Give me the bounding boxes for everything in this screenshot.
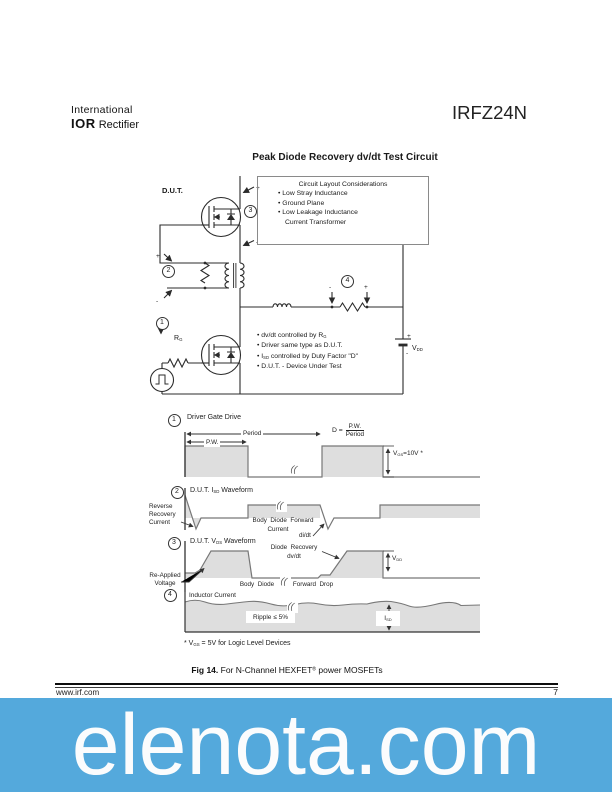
svg-text:((: (( [290,463,298,475]
probe2-minus-sign: - [156,298,159,305]
wave-marker-1: 1 [168,414,181,427]
note-item: • $I_{SD}$ controlled by Duty Factor "D" [257,352,437,362]
dut-mosfet [201,196,241,238]
rg-label: $R_G$ [174,335,183,343]
probe3-minus-arrow [244,241,255,246]
layout-considerations-box [257,176,429,245]
consideration-item-cont: Current Transformer [285,218,347,226]
pw-label: P.W. [206,438,219,446]
note-item: • Driver same type as D.U.T. [257,341,437,351]
marker-2: 2 [162,265,175,278]
elenota-watermark-banner [0,698,612,792]
wave-marker-4: 4 [164,589,177,602]
svg-text:((: (( [280,575,288,587]
probe4-plus-sign: + [364,284,368,291]
consideration-item: • Low Stray Inductance [278,189,428,198]
note-item: • D.U.T. - Device Under Test [257,362,437,372]
wave-marker-2: 2 [171,486,184,499]
footnote: * $V_{GS} = 5V$ for Logic Level Devices [184,640,291,648]
logo-international: International [71,104,133,116]
axis-breaks [276,460,301,613]
wave4-label: Inductor Current [189,592,236,599]
dut-label: D.U.T. [162,186,183,195]
transformer-secondary-icon [225,263,229,288]
svg-text:((: (( [276,499,284,511]
consideration-item: • Ground Plane [278,199,428,208]
reverse-recovery-arrow [181,522,193,527]
period-label: Period [243,430,262,437]
vdd-label: $V_{DD}$ [412,345,423,353]
vdd-wave-label: $V_{DD}$ [392,555,403,563]
figure-caption: Fig 14. For N-Channel HEXFET® power MOSFETs [191,665,383,675]
inductor-icon [273,304,291,307]
resistor-icon [201,263,209,283]
footer-rule-thin [55,687,558,688]
pulse-generator-icon [151,369,174,392]
figure-title: Peak Diode Recovery dv/dt Test Circuit [252,152,438,163]
marker-3: 3 [244,205,257,218]
ior-logo-icon: IOR [71,116,96,131]
body-diode-current-label: Body Diode Forward [252,517,314,524]
reverse-recovery-label: Reverse Recovery Current [149,503,176,527]
circuit-notes-list [257,331,437,372]
transformer-core-icon [234,263,236,288]
ripple-label: Ripple ≤ 5% [246,611,295,623]
diode-recovery-label: Diode Recovery [270,544,318,551]
note-item: • dv/dt controlled by $R_G$ [257,331,437,341]
logo-rectifier: IOR Rectifier [71,116,140,131]
duty-cycle-formula: D = P.W. Period [332,423,364,438]
wave3-label: D.U.T. $V_{DS}$ Waveform [190,538,256,546]
probe3-minus-sign: - [256,239,259,246]
didt-label: di/dt [299,532,311,539]
transformer-primary-icon [240,263,244,288]
consideration-item: • Low Leakage Inductance [278,208,428,217]
probe2-plus-sign: + [156,253,160,260]
driver-mosfet [201,334,241,376]
wave1-label: Driver Gate Drive [187,414,242,421]
forward-drop-label: Forward Drop [292,580,334,588]
body-diode-label: Body Diode [239,580,275,588]
dvdt-label: dv/dt [287,552,301,560]
vgs-value-label: $V_{GS}=10V$ * [393,450,423,458]
marker-1: 1 [156,317,169,330]
wave-marker-3: 3 [168,537,181,550]
rg-resistor-icon [168,359,188,367]
sense-resistor-icon [340,303,365,311]
isd-label: $I_{SD}$ [376,611,400,626]
wave-gate-drive [185,432,480,477]
probe2-plus-arrow [164,254,172,261]
probe2-minus-arrow [164,291,172,299]
svg-text:((: (( [287,600,295,612]
probe3-plus-arrow [244,187,255,193]
marker-4: 4 [341,275,354,288]
footer-url: www.irf.com [56,688,100,697]
reapplied-voltage-label: Re-Applied Voltage [149,572,181,588]
probe4-minus-sign: - [329,284,332,291]
battery-plus-sign: + [407,333,411,340]
part-number: IRFZ24N [452,102,528,123]
page-number: 7 [553,687,558,697]
elenota-watermark-text: elenota.com [71,697,541,793]
wave2-label: D.U.T. $I_{SD}$ Waveform [190,487,253,495]
footer-rule-thick [55,683,558,685]
battery-minus-sign: - [406,350,409,357]
considerations-title: Circuit Layout Considerations [298,181,388,188]
body-diode-current-label2: Current [267,525,289,533]
probe3-plus-sign: + [256,185,260,192]
